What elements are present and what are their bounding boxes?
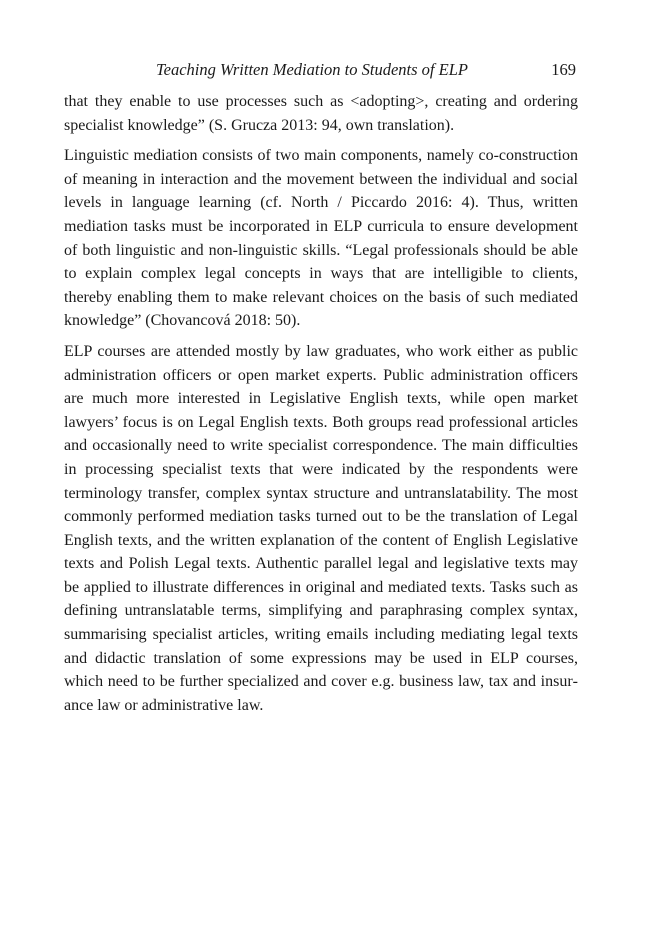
body-text	[64, 90, 578, 717]
running-header	[64, 60, 578, 90]
paragraph-continuation: that they enable to use processes such as <adopting>, creating and ordering specialist knowledge” (S. Grucza 2013: 94, own translation).	[64, 93, 578, 134]
page-number: 169	[551, 60, 576, 79]
book-page	[64, 0, 578, 724]
paragraph-elp-courses: ELP courses are attended mostly by law graduates, who work either as public administration officers or open market experts. Public administration officers are much more interested in Legislative English texts, while open market lawyers’ focus is on Legal English texts. Both groups read professional articles and occasionally need to write specialist correspondence. The main difficulties in processing specialist texts that were indicated by the respondents were terminology transfer, complex syntax structure and untranslatability. The most commonly performed mediation tasks turned out to be the translation of Legal English texts, and the written explanation of the content of English Legislative texts and Polish Legal texts. Authentic parallel legal and legislative texts may be applied to illustrate differences in original and mediated texts. Tasks such as defining untranslatable terms, simplifying and paraphrasing complex syntax, summarising specialist articles, writing emails including mediating legal texts and didactic translation of some expressions may be used in ELP courses, which need to be further specialized and cover e.g. business law, tax and insurance law or administrative law.	[64, 342, 578, 714]
paragraph-linguistic-mediation: Linguistic mediation consists of two main components, namely co-construction of meaning in interaction and the movement between the individual and social levels in language learning (cf. North / Piccardo 2016: 4). Thus, written mediation tasks must be incorporated in ELP curricula to ensure development of both linguistic and non-linguistic skills. “Legal professionals should be able to explain complex legal concepts in ways that are intelligible to clients, thereby enabling them to make relevant choices on the basis of such mediated knowledge” (Chovancová 2018: 50).	[64, 147, 578, 330]
running-title: Teaching Written Mediation to Students of ELP	[156, 60, 468, 79]
